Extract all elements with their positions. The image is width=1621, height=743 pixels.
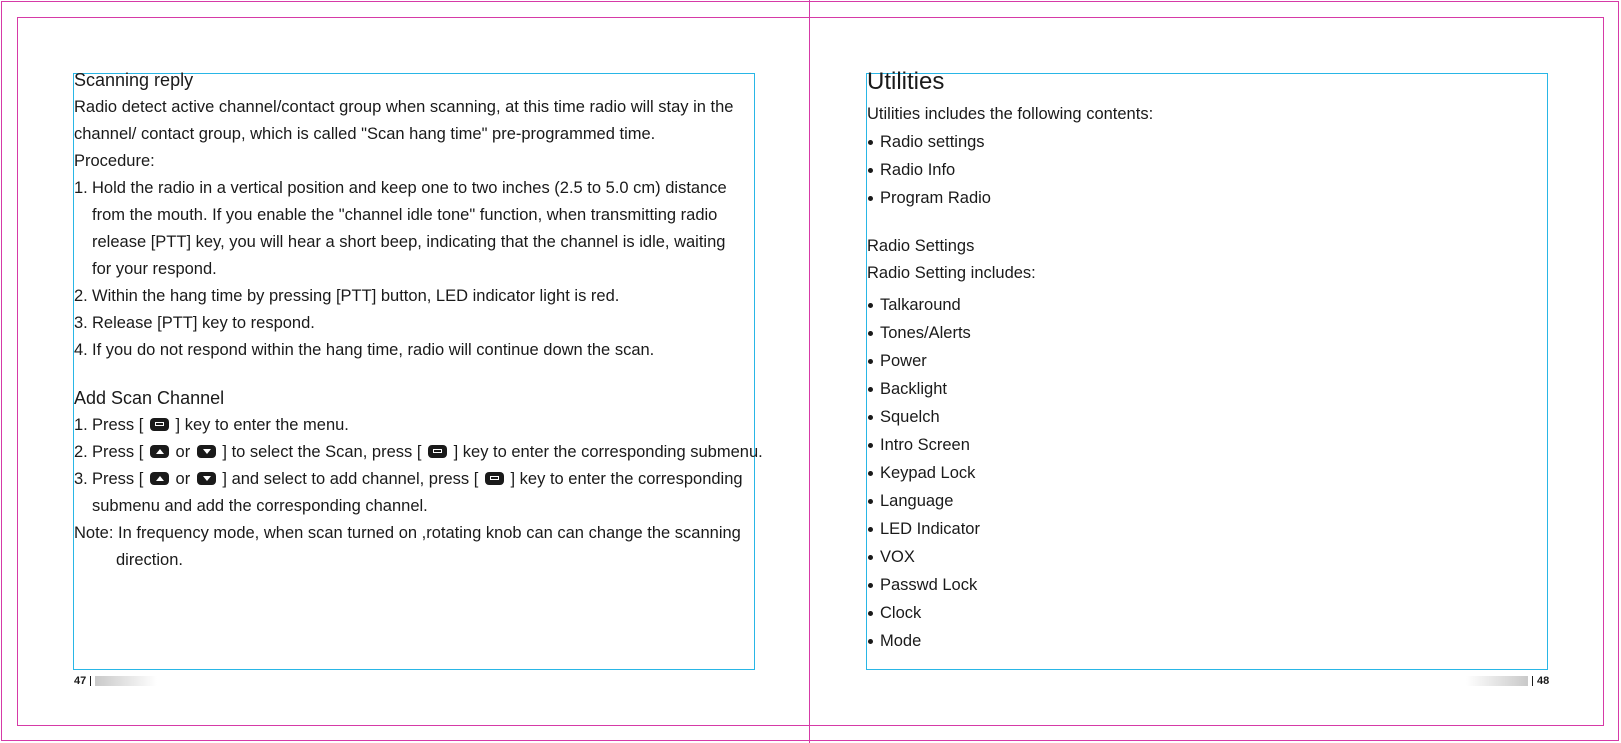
procedure-step <box>74 337 794 364</box>
menu-key-icon <box>485 472 504 485</box>
add-step <box>74 439 794 466</box>
step-text <box>92 466 743 493</box>
step-text-part: or <box>175 443 191 461</box>
intro-line: Radio detect active channel/contact group when scanning, at this time radio will stay in the <box>74 98 734 116</box>
step-text-continued: from the mouth. If you enable the "channel idle tone" function, when transmitting radio <box>92 206 718 224</box>
bullet-icon <box>868 387 873 392</box>
step-number: 2. <box>74 287 88 305</box>
menu-key-icon <box>428 445 447 458</box>
intro-line: channel/ contact group, which is called "Scan hang time" pre-programmed time. <box>74 125 656 143</box>
page-number-gradient <box>1466 676 1528 686</box>
add-step <box>74 466 794 493</box>
step-text-part: ] key to enter the corresponding submenu. <box>453 443 763 461</box>
settings-item-label: Keypad Lock <box>880 464 976 482</box>
settings-item <box>867 347 1547 375</box>
settings-item-label: Clock <box>880 604 922 622</box>
bullet-icon <box>868 359 873 364</box>
step-text <box>92 412 349 439</box>
bullet-icon <box>868 140 873 145</box>
settings-item <box>867 543 1547 571</box>
settings-item <box>867 291 1547 319</box>
up-key-icon <box>150 445 169 458</box>
page-number-left <box>74 675 157 687</box>
bullet-icon <box>868 527 873 532</box>
step-text-part: ] to select the Scan, press [ <box>222 443 422 461</box>
utilities-item-label: Radio Info <box>880 161 956 179</box>
procedure-step <box>74 310 794 337</box>
settings-item-label: Language <box>880 492 954 510</box>
spine-guide <box>809 0 810 743</box>
utilities-intro: Utilities includes the following contents: <box>867 105 1154 123</box>
step-text-continued: for your respond. <box>92 260 217 278</box>
step-number: 1. <box>74 416 88 434</box>
settings-item-label: Backlight <box>880 380 947 398</box>
settings-item <box>867 487 1547 515</box>
bullet-icon <box>868 303 873 308</box>
note-text: Note: In frequency mode, when scan turned on ,rotating knob can can change the scanning <box>74 524 741 542</box>
bullet-icon <box>868 611 873 616</box>
page-number-right <box>1466 675 1549 687</box>
step-text-part: Press [ <box>92 470 144 488</box>
page-number-divider <box>1532 676 1533 686</box>
step-text-continued: release [PTT] key, you will hear a short beep, indicating that the channel is idle, waiting <box>92 233 726 251</box>
step-number: 3. <box>74 314 88 332</box>
settings-item-label: Power <box>880 352 927 370</box>
add-step <box>74 412 794 439</box>
utilities-item <box>867 156 1547 184</box>
down-key-icon <box>197 445 216 458</box>
step-text-part: Press [ <box>92 443 144 461</box>
bullet-icon <box>868 639 873 644</box>
utilities-list <box>867 128 1547 212</box>
settings-item <box>867 459 1547 487</box>
step-number: 4. <box>74 341 88 359</box>
settings-item <box>867 375 1547 403</box>
settings-item-label: Talkaround <box>880 296 961 314</box>
utilities-item-label: Program Radio <box>880 189 991 207</box>
page-number-divider <box>90 676 91 686</box>
left-page <box>74 67 794 574</box>
bullet-icon <box>868 555 873 560</box>
step-text: Release [PTT] key to respond. <box>92 314 315 332</box>
settings-item <box>867 431 1547 459</box>
step-text <box>92 439 763 466</box>
bullet-icon <box>868 415 873 420</box>
step-number: 2. <box>74 443 88 461</box>
settings-item-label: Passwd Lock <box>880 576 978 594</box>
note-text-continued: direction. <box>116 551 183 569</box>
procedure-step <box>74 175 794 202</box>
bullet-icon <box>868 196 873 201</box>
utilities-item <box>867 184 1547 212</box>
right-page <box>867 67 1547 655</box>
page-number: 47 <box>74 675 87 687</box>
step-text: Hold the radio in a vertical position and keep one to two inches (2.5 to 5.0 cm) distance <box>92 179 727 197</box>
settings-item <box>867 627 1547 655</box>
step-text-continued: submenu and add the corresponding channel. <box>92 497 428 515</box>
bullet-icon <box>868 471 873 476</box>
step-text-part: Press [ <box>92 416 144 434</box>
step-number: 3. <box>74 470 88 488</box>
bullet-icon <box>868 168 873 173</box>
spacer <box>74 364 794 385</box>
step-text-part: or <box>175 470 191 488</box>
radio-settings-heading: Radio Settings <box>867 237 975 255</box>
up-key-icon <box>150 472 169 485</box>
settings-item <box>867 403 1547 431</box>
step-text-part: ] and select to add channel, press [ <box>222 470 479 488</box>
spacer <box>867 212 1547 233</box>
settings-item <box>867 599 1547 627</box>
menu-key-icon <box>150 418 169 431</box>
procedure-step <box>74 283 794 310</box>
settings-item-label: Mode <box>880 632 922 650</box>
radio-settings-intro: Radio Setting includes: <box>867 264 1036 282</box>
step-text: Within the hang time by pressing [PTT] button, LED indicator light is red. <box>92 287 620 305</box>
page-number-gradient <box>95 676 157 686</box>
settings-item-label: VOX <box>880 548 915 566</box>
step-text-part: ] key to enter the menu. <box>175 416 349 434</box>
settings-item <box>867 571 1547 599</box>
utilities-item-label: Radio settings <box>880 133 985 151</box>
page-number: 48 <box>1537 675 1550 687</box>
bullet-icon <box>868 499 873 504</box>
settings-item-label: LED Indicator <box>880 520 980 538</box>
settings-item <box>867 515 1547 543</box>
bullet-icon <box>868 583 873 588</box>
bullet-icon <box>868 443 873 448</box>
settings-item-label: Intro Screen <box>880 436 970 454</box>
bullet-icon <box>868 331 873 336</box>
step-text-part: ] key to enter the corresponding <box>510 470 743 488</box>
section-heading-scanning-reply: Scanning reply <box>74 70 194 90</box>
section-heading-add-scan-channel: Add Scan Channel <box>74 388 225 408</box>
settings-item-label: Squelch <box>880 408 940 426</box>
step-text: If you do not respond within the hang time, radio will continue down the scan. <box>92 341 655 359</box>
procedure-label: Procedure: <box>74 152 155 170</box>
settings-item-label: Tones/Alerts <box>880 324 971 342</box>
utilities-item <box>867 128 1547 156</box>
step-number: 1. <box>74 179 88 197</box>
down-key-icon <box>197 472 216 485</box>
settings-item <box>867 319 1547 347</box>
page-title-utilities: Utilities <box>867 68 945 95</box>
settings-list <box>867 291 1547 655</box>
